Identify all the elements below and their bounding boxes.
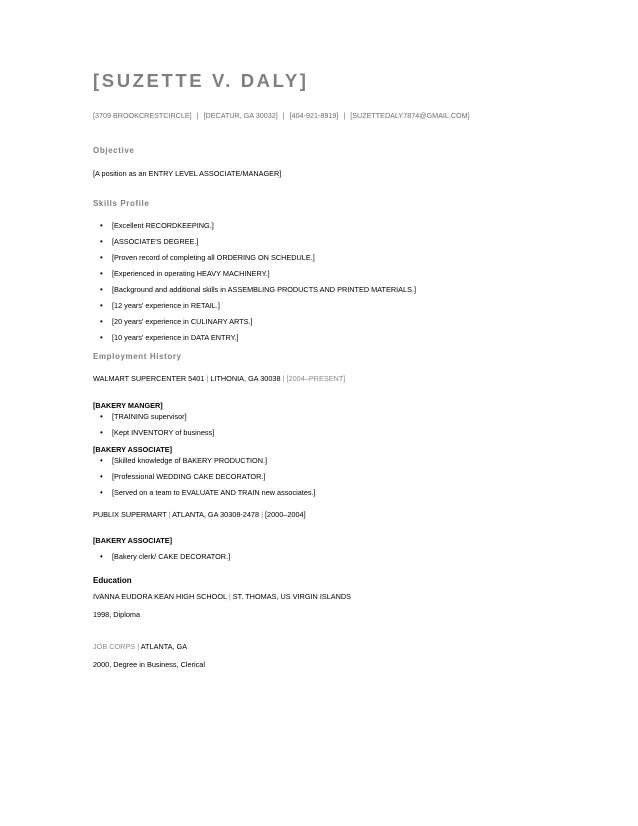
job-separator: | [282, 374, 285, 383]
contact-separator: | [196, 111, 199, 120]
skill-item: • [Experienced in operating HEAVY MACHINERY.] [93, 269, 563, 279]
contact-city: [DECATUR, GA 30032] [203, 111, 278, 120]
school-name: IVANNA EUDORA KEAN HIGH SCHOOL [93, 592, 227, 601]
contact-phone: [404-921-8919] [289, 111, 339, 120]
duty-item: • [Served on a team to EVALUATE AND TRAIN new associates.] [93, 488, 563, 498]
duty-item: • [TRAINING supervisor] [93, 412, 563, 422]
skill-item: • [Background and additional skills in ASSEMBLING PRODUCTS AND PRINTED MATERIALS.] [93, 285, 563, 295]
skills-heading: Skills Profile [93, 199, 150, 208]
duty-item: • [Bakery clerk/ CAKE DECORATOR.] [93, 552, 563, 562]
contact-separator: | [343, 111, 346, 120]
role-duties [93, 412, 563, 438]
role-duties [93, 456, 563, 498]
role-title: [BAKERY ASSOCIATE] [93, 445, 173, 454]
job-separator: | [261, 510, 263, 519]
job-location: LITHONIA, GA 30038 [210, 374, 281, 383]
job-header-publix [93, 510, 563, 520]
school-location: ATLANTA, GA [140, 642, 188, 651]
skill-item: • [10 years' experience in DATA ENTRY.] [93, 333, 563, 343]
job-employer: PUBLIX SUPERMART [93, 510, 167, 519]
duty-item: • [Kept INVENTORY of business] [93, 428, 563, 438]
school-name: JOB CORPS [93, 642, 136, 651]
objective-heading: Objective [93, 146, 135, 155]
school-location: ST. THOMAS, US VIRGIN ISLANDS [232, 592, 352, 601]
job-header-walmart [93, 374, 563, 384]
skill-item: • [Excellent RECORDKEEPING.] [93, 221, 563, 231]
school-separator: | [228, 592, 231, 601]
contact-separator: | [282, 111, 285, 120]
skills-list [93, 221, 563, 343]
role-title: [BAKERY MANGER] [93, 401, 163, 410]
contact-address: [3709 BROOKCRESTCIRCLE] [93, 111, 192, 120]
skill-item: • [20 years' experience in CULINARY ARTS.] [93, 317, 563, 327]
contact-email: [SUZETTEDALY7874@GMAIL.COM] [350, 111, 470, 120]
school-separator: | [137, 642, 140, 651]
employment-heading: Employment History [93, 352, 182, 361]
objective-text: [A position as an ENTRY LEVEL ASSOCIATE/MANAGER] [93, 169, 282, 178]
job-dates: [2000–2004] [265, 510, 306, 519]
applicant-name: [SUZETTE V. DALY] [93, 70, 309, 91]
job-dates: [2004–PRESENT] [286, 374, 346, 383]
education-heading: Education [93, 576, 132, 585]
duty-item: • [Professional WEDDING CAKE DECORATOR.] [93, 472, 563, 482]
contact-line [93, 111, 563, 121]
skill-item: • [12 years' experience in RETAIL.] [93, 301, 563, 311]
job-location: ATLANTA, GA 30308-2478 [172, 510, 260, 519]
job-employer: WALMART SUPERCENTER 5401 [93, 374, 205, 383]
job-separator: | [168, 510, 171, 519]
school-detail: 2000, Degree in Business, Clerical [93, 660, 205, 669]
school-detail: 1998, Diploma [93, 610, 141, 619]
skill-item: • [ASSOCIATE'S DEGREE.] [93, 237, 563, 247]
school-line [93, 642, 563, 652]
role-title: [BAKERY ASSOCIATE] [93, 536, 173, 545]
job-separator: | [206, 374, 209, 383]
role-duties [93, 552, 563, 562]
duty-item: • [Skilled knowledge of BAKERY PRODUCTION.] [93, 456, 563, 466]
resume-page [93, 70, 563, 670]
skill-item: • [Proven record of completing all ORDERING ON SCHEDULE.] [93, 253, 563, 263]
school-line [93, 592, 563, 602]
